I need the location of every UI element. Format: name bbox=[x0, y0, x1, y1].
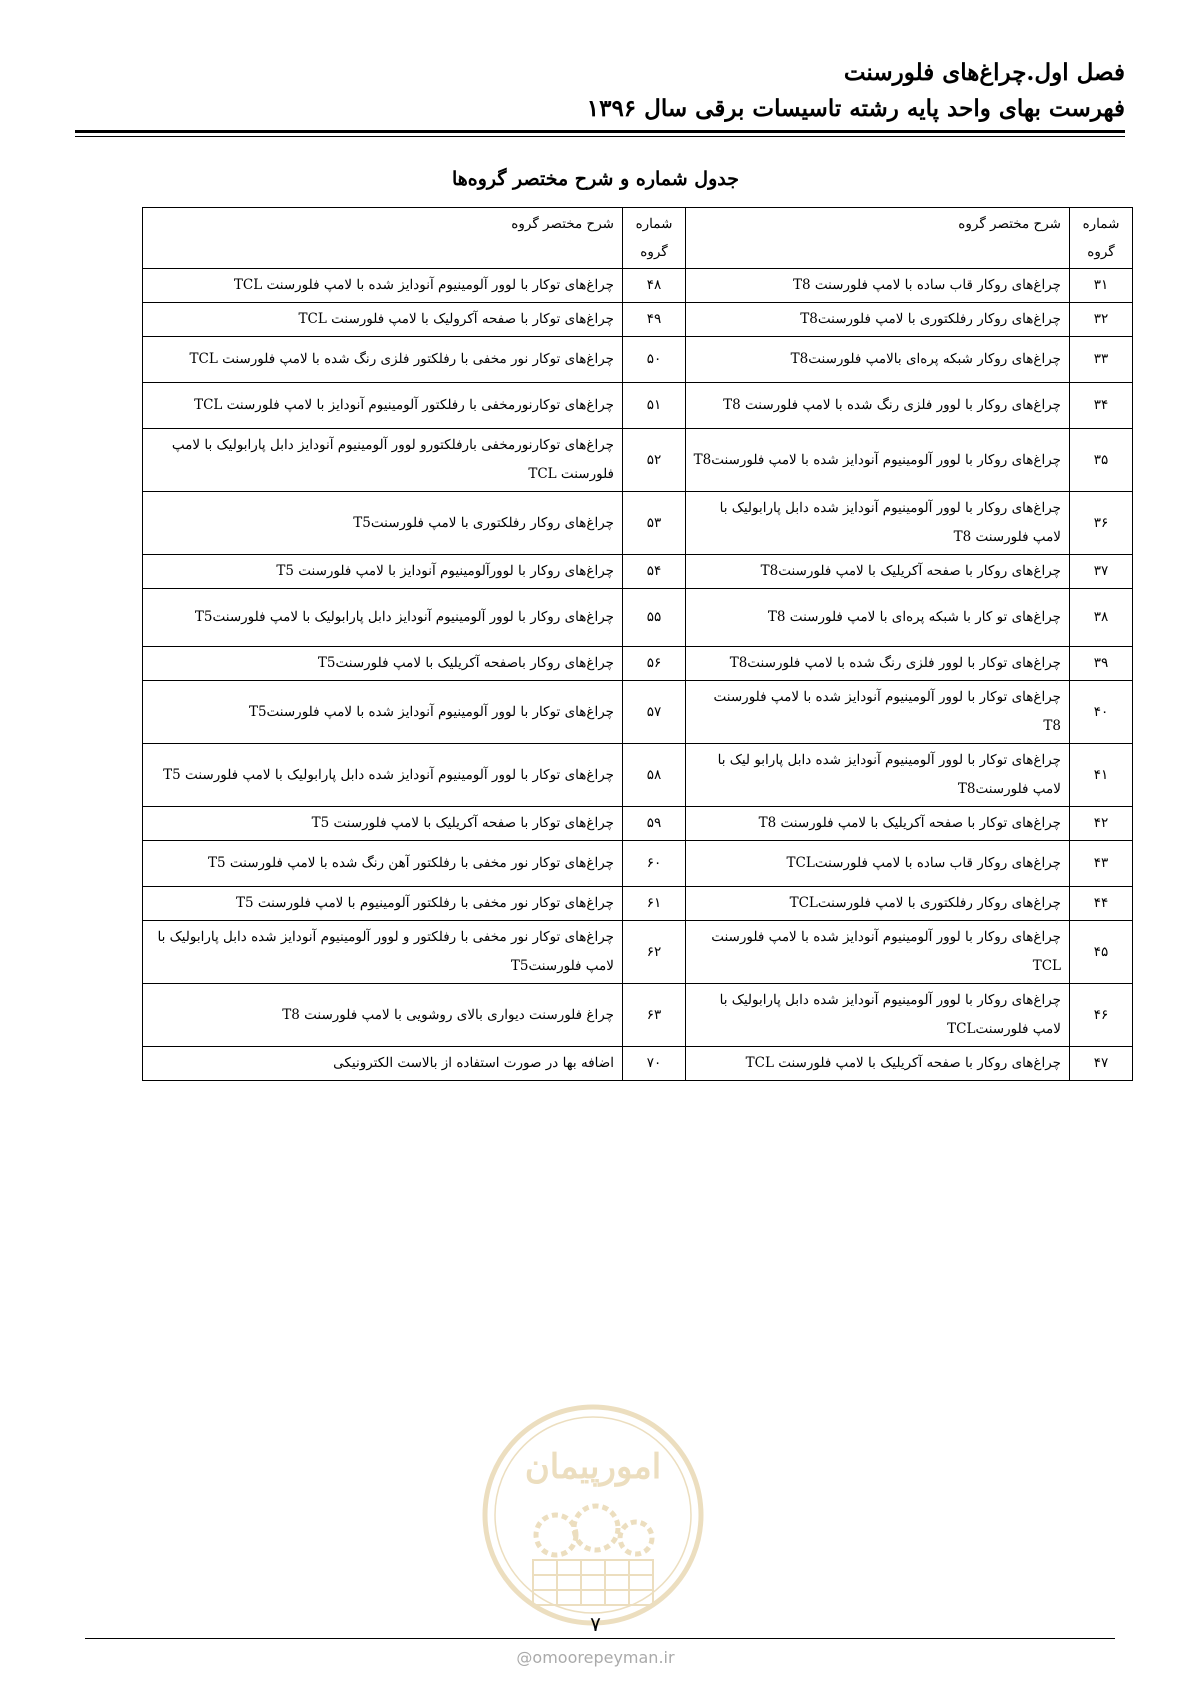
page-header bbox=[75, 55, 1125, 127]
table-row bbox=[143, 1047, 1133, 1081]
group-description: چراغ‌های توکارنورمخفی با رفلکتور آلومینیوم آنودایز با لامپ فلورسنت TCL bbox=[143, 383, 623, 429]
header-rule-thick bbox=[75, 130, 1125, 133]
footer-rule bbox=[85, 1638, 1115, 1639]
group-description: چراغ‌های روکار با صفحه آکریلیک با لامپ فلورسنتT8 bbox=[686, 555, 1070, 589]
group-number: ۴۳ bbox=[1070, 841, 1133, 887]
group-number: ۴۸ bbox=[623, 269, 686, 303]
group-description: چراغ‌های روکار با لوور آلومینیوم آنودایز شده دابل پارابولیک با لامپ فلورسنتTCL bbox=[686, 984, 1070, 1047]
group-number: ۴۴ bbox=[1070, 887, 1133, 921]
group-number: ۵۸ bbox=[623, 744, 686, 807]
table-row bbox=[143, 841, 1133, 887]
page-number: ۷ bbox=[590, 1612, 601, 1636]
group-number: ۳۹ bbox=[1070, 647, 1133, 681]
group-description: چراغ‌های روکار باصفحه آکریلیک با لامپ فلورسنتT5 bbox=[143, 647, 623, 681]
group-number: ۴۶ bbox=[1070, 984, 1133, 1047]
table-row bbox=[143, 555, 1133, 589]
group-number: ۴۷ bbox=[1070, 1047, 1133, 1081]
group-number: ۵۴ bbox=[623, 555, 686, 589]
group-number: ۵۷ bbox=[623, 681, 686, 744]
table-row bbox=[143, 589, 1133, 647]
group-description: چراغ‌های توکار نور مخفی با رفلکتور آلومینیوم با لامپ فلورسنت T5 bbox=[143, 887, 623, 921]
group-description: چراغ‌های تو کار با شبکه پره‌ای با لامپ فلورسنت T8 bbox=[686, 589, 1070, 647]
table-row bbox=[143, 337, 1133, 383]
watermark-text: امورپیمان bbox=[524, 1447, 662, 1487]
group-description: چراغ‌های توکار با صفحه آکریلیک با لامپ فلورسنت T8 bbox=[686, 807, 1070, 841]
group-number: ۶۱ bbox=[623, 887, 686, 921]
group-number: ۵۹ bbox=[623, 807, 686, 841]
document-title: فهرست بهای واحد پایه رشته تاسیسات برقی سال ۱۳۹۶ bbox=[586, 95, 1125, 122]
group-description: چراغ‌های روکار با لوور فلزی رنگ شده با لامپ فلورسنت T8 bbox=[686, 383, 1070, 429]
group-description: اضافه بها در صورت استفاده از بالاست الکترونیکی bbox=[143, 1047, 623, 1081]
group-description: چراغ‌های روکار با لوور آلومینیوم آنودایز شده با لامپ فلورسنت TCL bbox=[686, 921, 1070, 984]
group-number: ۵۱ bbox=[623, 383, 686, 429]
group-number: ۶۲ bbox=[623, 921, 686, 984]
group-description: چراغ‌های توکار نور مخفی با رفلکتور فلزی رنگ شده با لامپ فلورسنت TCL bbox=[143, 337, 623, 383]
header-group-description: شرح مختصر گروه bbox=[686, 208, 1070, 269]
group-number: ۵۶ bbox=[623, 647, 686, 681]
table-row bbox=[143, 744, 1133, 807]
group-number: ۴۲ bbox=[1070, 807, 1133, 841]
group-number: ۶۳ bbox=[623, 984, 686, 1047]
group-description: چراغ‌های روکار قاب ساده با لامپ فلورسنت T8 bbox=[686, 269, 1070, 303]
group-description: چراغ‌های روکار رفلکتوری با لامپ فلورسنتT5 bbox=[143, 492, 623, 555]
group-description: چراغ‌های توکار نور مخفی با رفلکتور آهن رنگ شده با لامپ فلورسنت T5 bbox=[143, 841, 623, 887]
footer-website: @omoorepeyman.ir bbox=[516, 1648, 675, 1667]
table-row bbox=[143, 681, 1133, 744]
groups-table bbox=[142, 207, 1133, 1081]
group-number: ۳۵ bbox=[1070, 429, 1133, 492]
table-row bbox=[143, 303, 1133, 337]
header-group-number: شماره گروه bbox=[1070, 208, 1133, 269]
group-description: چراغ‌های توکار با صفحه آکرولیک با لامپ فلورسنت TCL bbox=[143, 303, 623, 337]
table-row bbox=[143, 647, 1133, 681]
group-description: چراغ‌های توکار با لوور آلومینیوم آنودایز شده با لامپ فلورسنت T8 bbox=[686, 681, 1070, 744]
header-group-description: شرح مختصر گروه bbox=[143, 208, 623, 269]
group-number: ۳۱ bbox=[1070, 269, 1133, 303]
group-description: چراغ‌های توکار با لوور آلومینیوم آنودایز شده با لامپ فلورسنتT5 bbox=[143, 681, 623, 744]
table-row bbox=[143, 269, 1133, 303]
group-description: چراغ‌های روکار قاب ساده با لامپ فلورسنتTCL bbox=[686, 841, 1070, 887]
group-description: چراغ‌های روکار با لوور آلومینیوم آنودایز دابل پارابولیک با لامپ فلورسنتT5 bbox=[143, 589, 623, 647]
table-row bbox=[143, 383, 1133, 429]
group-number: ۵۰ bbox=[623, 337, 686, 383]
group-description: چراغ فلورسنت دیواری بالای روشویی با لامپ فلورسنت T8 bbox=[143, 984, 623, 1047]
group-number: ۳۲ bbox=[1070, 303, 1133, 337]
group-number: ۳۶ bbox=[1070, 492, 1133, 555]
group-description: چراغ‌های توکار با لوور فلزی رنگ شده با لامپ فلورسنتT8 bbox=[686, 647, 1070, 681]
group-description: چراغ‌های روکار با لوور آلومینیوم آنودایز شده با لامپ فلورسنتT8 bbox=[686, 429, 1070, 492]
group-description: چراغ‌های روکار رفلکتوری با لامپ فلورسنتT8 bbox=[686, 303, 1070, 337]
header-rule-thin bbox=[75, 136, 1125, 137]
table-row bbox=[143, 807, 1133, 841]
chapter-title: فصل اول.چراغ‌های فلورسنت bbox=[843, 59, 1125, 86]
group-number: ۳۴ bbox=[1070, 383, 1133, 429]
group-description: چراغ‌های روکار شبکه پره‌ای بالامپ فلورسنتT8 bbox=[686, 337, 1070, 383]
watermark-logo bbox=[478, 1400, 708, 1630]
group-description: چراغ‌های توکار با لوور آلومینیوم آنودایز شده با لامپ فلورسنت TCL bbox=[143, 269, 623, 303]
group-number: ۷۰ bbox=[623, 1047, 686, 1081]
group-description: چراغ‌های توکارنورمخفی بارفلکتورو لوور آلومینیوم آنودایز دابل پارابولیک با لامپ فلورسنت TCL bbox=[143, 429, 623, 492]
group-number: ۶۰ bbox=[623, 841, 686, 887]
table-header-row bbox=[143, 208, 1133, 269]
table-row bbox=[143, 887, 1133, 921]
table-row bbox=[143, 921, 1133, 984]
header-group-number: شماره گروه bbox=[623, 208, 686, 269]
table-row bbox=[143, 429, 1133, 492]
group-description: چراغ‌های روکار با لوورآلومینیوم آنودایز با لامپ فلورسنت T5 bbox=[143, 555, 623, 589]
group-number: ۴۵ bbox=[1070, 921, 1133, 984]
group-number: ۵۲ bbox=[623, 429, 686, 492]
group-description: چراغ‌های روکار با لوور آلومینیوم آنودایز شده دابل پارابولیک با لامپ فلورسنت T8 bbox=[686, 492, 1070, 555]
group-number: ۴۰ bbox=[1070, 681, 1133, 744]
group-number: ۳۳ bbox=[1070, 337, 1133, 383]
group-description: چراغ‌های توکار با صفحه آکریلیک با لامپ فلورسنت T5 bbox=[143, 807, 623, 841]
group-number: ۴۱ bbox=[1070, 744, 1133, 807]
group-description: چراغ‌های توکار نور مخفی با رفلکتور و لوور آلومینیوم آنودایز شده دابل پارابولیک با لامپ فلورسنتT5 bbox=[143, 921, 623, 984]
group-description: چراغ‌های توکار با لوور آلومینیوم آنودایز شده دابل پارابولیک با لامپ فلورسنت T5 bbox=[143, 744, 623, 807]
table-title: جدول شماره و شرح مختصر گروه‌ها bbox=[451, 168, 740, 190]
group-number: ۴۹ bbox=[623, 303, 686, 337]
table-row bbox=[143, 984, 1133, 1047]
group-description: چراغ‌های توکار با لوور آلومینیوم آنودایز شده دابل پارابو لیک با لامپ فلورسنتT8 bbox=[686, 744, 1070, 807]
group-number: ۵۳ bbox=[623, 492, 686, 555]
group-description: چراغ‌های روکار رفلکتوری با لامپ فلورسنتTCL bbox=[686, 887, 1070, 921]
group-number: ۵۵ bbox=[623, 589, 686, 647]
group-number: ۳۷ bbox=[1070, 555, 1133, 589]
table-row bbox=[143, 492, 1133, 555]
group-number: ۳۸ bbox=[1070, 589, 1133, 647]
group-description: چراغ‌های روکار با صفحه آکریلیک با لامپ فلورسنت TCL bbox=[686, 1047, 1070, 1081]
